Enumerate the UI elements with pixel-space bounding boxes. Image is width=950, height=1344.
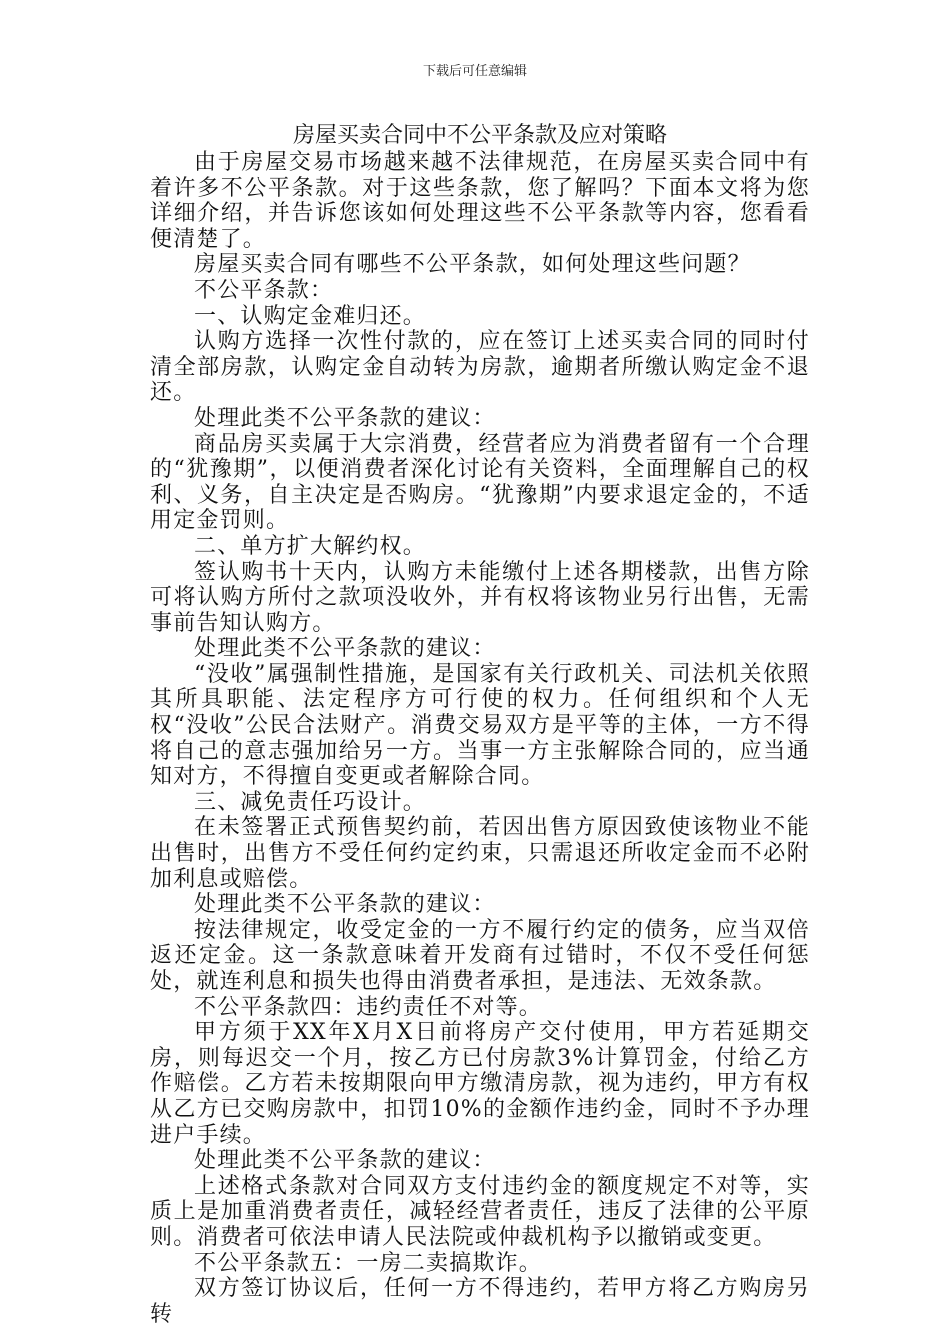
clause-body-3: 在未签署正式预售契约前，若因出售方原因致使该物业不能出售时，出售方不受任何约定约束，只需退还所收定金而不必附加利息或赔偿。	[150, 815, 810, 892]
clause-body-1: 认购方选择一次性付款的，应在签订上述买卖合同的同时付清全部房款，认购定金自动转为房款，逾期者所缴认购定金不退还。	[150, 329, 810, 406]
advice-body-3: 按法律规定，收受定金的一方不履行约定的债务，应当双倍返还定金。这一条款意味着开发商有过错时，不仅不受任何惩处，就连利息和损失也得由消费者承担，是违法、无效条款。	[150, 917, 810, 994]
header-note: 下载后可任意编辑	[422, 64, 527, 79]
clause-body-4: 甲方须于XX年X月X日前将房产交付使用，甲方若延期交房，则每迟交一个月，按乙方已付房款3%计算罚金，付给乙方作赔偿。乙方若未按期限向甲方缴清房款，视为违约，甲方有权从乙方已交购房款中，扣罚10%的金额作违约金，同时不予办理进户手续。	[150, 1020, 810, 1148]
advice-body-4: 上述格式条款对合同双方支付违约金的额度规定不对等，实质上是加重消费者责任，减轻经营者责任，违反了法律的公平原则。消费者可依法申请人民法院或仲裁机构予以撤销或变更。	[150, 1173, 810, 1250]
advice-heading-4: 处理此类不公平条款的建议：	[194, 1148, 496, 1174]
advice-heading-2: 处理此类不公平条款的建议：	[194, 636, 496, 662]
clause-body-5: 双方签订协议后，任何一方不得违约，若甲方将乙方购房另转	[150, 1276, 810, 1327]
clause-heading-3: 三、减免责任巧设计。	[194, 789, 427, 815]
paragraph-question: 房屋买卖合同有哪些不公平条款，如何处理这些问题？	[194, 252, 751, 278]
advice-body-1: 商品房买卖属于大宗消费，经营者应为消费者留有一个合理的“犹豫期”，以便消费者深化讨论有关资料，全面理解自己的权利、义务，自主决定是否购房。“犹豫期”内要求退定金的，不适用定金罚则。	[150, 431, 810, 534]
clause-heading-2: 二、单方扩大解约权。	[194, 533, 427, 559]
section-label-unfair-clauses: 不公平条款：	[194, 277, 334, 303]
document-body	[150, 122, 810, 1327]
advice-heading-1: 处理此类不公平条款的建议：	[194, 405, 496, 431]
clause-heading-4: 不公平条款四：违约责任不对等。	[194, 994, 543, 1020]
clause-heading-1: 一、认购定金难归还。	[194, 303, 427, 329]
advice-body-2: “没收”属强制性措施，是国家有关行政机关、司法机关依照其所具职能、法定程序方可行使的权力。任何组织和个人无权“没收”公民合法财产。消费交易双方是平等的主体，一方不得将自己的意志强加给另一方。当事一方主张解除合同的，应当通知对方，不得擅自变更或者解除合同。	[150, 661, 810, 790]
document-title: 房屋买卖合同中不公平条款及应对策略	[292, 123, 667, 148]
clause-body-2: 签认购书十天内，认购方未能缴付上述各期楼款，出售方除可将认购方所付之款项没收外，并有权将该物业另行出售，无需事前告知认购方。	[150, 559, 810, 636]
paragraph-intro: 由于房屋交易市场越来越不法律规范，在房屋买卖合同中有着许多不公平条款。对于这些条款，您了解吗？下面本文将为您详细介绍，并告诉您该如何处理这些不公平条款等内容，您看看便清楚了。	[150, 150, 810, 252]
clause-heading-5: 不公平条款五：一房二卖搞欺诈。	[194, 1250, 543, 1276]
advice-heading-3: 处理此类不公平条款的建议：	[194, 892, 496, 918]
